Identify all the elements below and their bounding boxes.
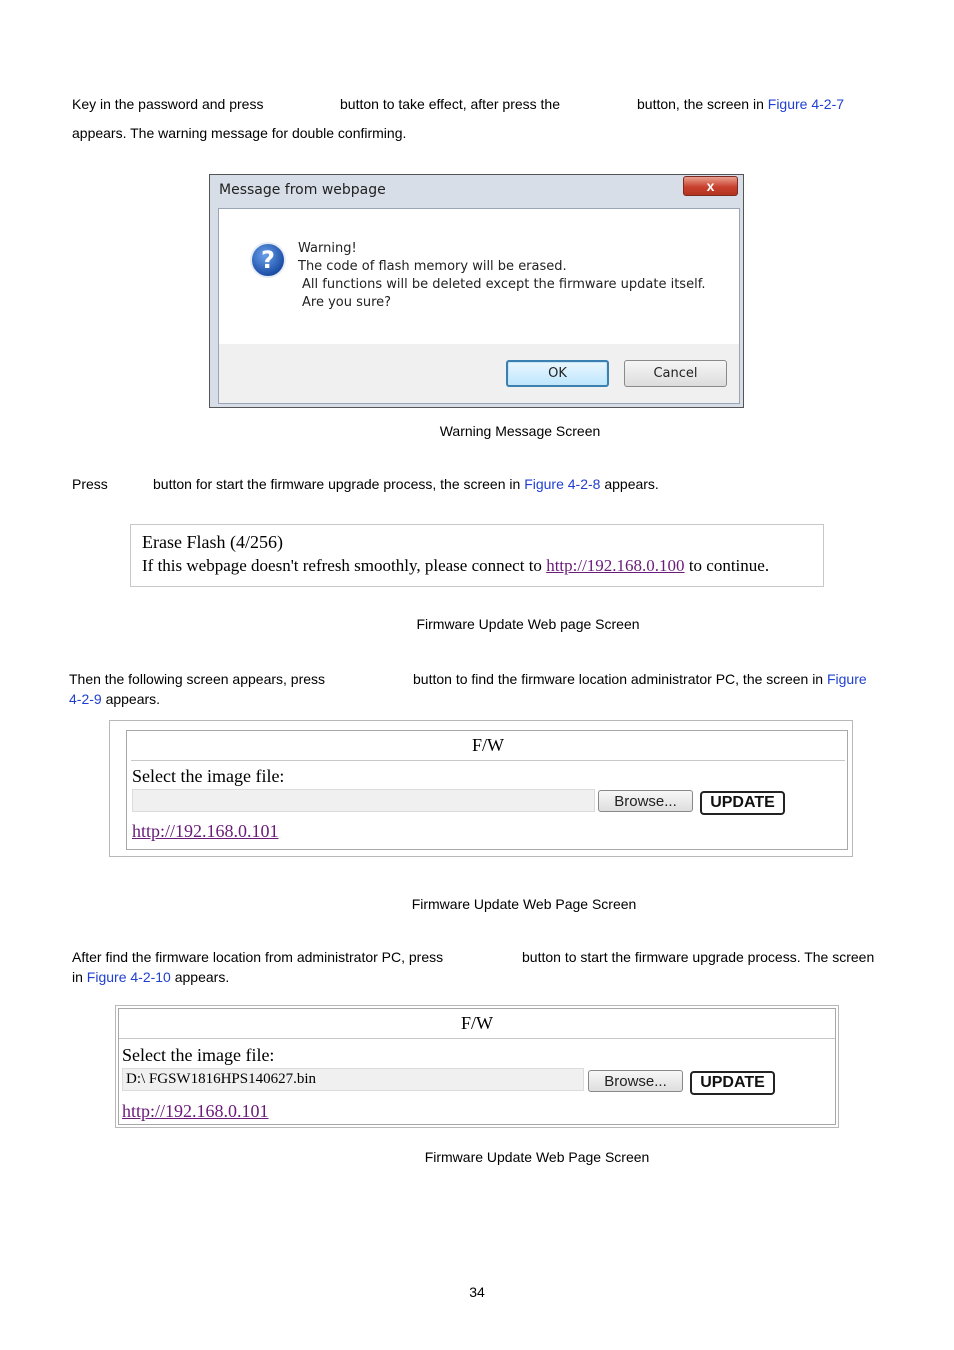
paragraph-1-line-1	[72, 94, 263, 114]
cancel-button[interactable]: Cancel	[624, 360, 727, 387]
reconnect-link[interactable]: http://192.168.0.100	[546, 556, 685, 575]
text: If this webpage doesn't refresh smoothly, please connect to	[142, 556, 542, 575]
fw-panel-1	[109, 720, 853, 857]
paragraph-3-segment-b	[413, 669, 867, 689]
select-file-label: Select the image file:	[132, 766, 285, 786]
close-icon[interactable]: x	[683, 176, 738, 196]
figure-link-4-2-10[interactable]: Figure 4-2-10	[86, 969, 171, 985]
fw-panel-title: F/W	[131, 731, 845, 761]
text: appears.	[604, 476, 659, 492]
text: Key in the password and press	[72, 96, 264, 112]
text: button, the screen in	[637, 96, 764, 112]
fw-panel-2	[115, 1005, 839, 1128]
question-icon: ?	[250, 242, 286, 278]
caption-fw-2: Firmware Update Web Page Screen	[424, 1149, 650, 1165]
erase-flash-hint	[142, 556, 769, 576]
paragraph-1-segment-b	[340, 94, 560, 114]
update-button[interactable]: UPDATE	[700, 791, 785, 815]
paragraph-3-line-2	[69, 689, 160, 709]
select-file-label: Select the image file:	[122, 1045, 275, 1065]
browse-button[interactable]: Browse...	[588, 1070, 683, 1092]
device-url-link[interactable]: http://192.168.0.101	[132, 821, 279, 841]
paragraph-1-line-2: appears. The warning message for double confirming.	[72, 125, 407, 141]
dialog-title: Message from webpage	[219, 182, 386, 198]
update-button[interactable]: UPDATE	[690, 1071, 775, 1095]
text: button to find the firmware location administrator PC, the screen in	[413, 671, 824, 687]
caption-fw-1: Firmware Update Web Page Screen	[411, 896, 637, 912]
paragraph-2-segment-a: Press	[72, 476, 108, 492]
text: to continue.	[688, 556, 770, 575]
figure-link-4-2-7[interactable]: Figure 4-2-7	[767, 96, 845, 112]
text: button to take effect, after press the	[340, 96, 560, 112]
paragraph-4-segment-a: After find the firmware location from administrator PC, press	[72, 949, 444, 965]
erase-flash-panel	[130, 524, 824, 587]
device-url-link[interactable]: http://192.168.0.101	[122, 1101, 269, 1121]
figure-link-4-2-8[interactable]: Figure 4-2-8	[524, 476, 601, 492]
dialog-message-line: All functions will be deleted except the firmware update itself.	[302, 277, 706, 292]
file-path-input[interactable]: D:\ FGSW1816HPS140627.bin	[122, 1068, 584, 1091]
figure-link-4-2-9[interactable]: Figure	[826, 671, 867, 687]
fw-panel-inner	[118, 1008, 836, 1125]
paragraph-2-segment-b	[153, 474, 659, 494]
text: appears.	[174, 969, 230, 985]
paragraph-3-segment-a: Then the following screen appears, press	[69, 671, 326, 687]
warning-dialog	[209, 174, 744, 408]
text: in	[72, 969, 83, 985]
browse-button[interactable]: Browse...	[598, 790, 693, 812]
page-number: 34	[469, 1284, 485, 1300]
caption-erase: Firmware Update Web page Screen	[416, 616, 640, 632]
paragraph-4-segment-b: button to start the firmware upgrade process. The screen	[522, 949, 875, 965]
ok-button[interactable]: OK	[506, 360, 609, 387]
fw-panel-title: F/W	[119, 1009, 835, 1039]
text: button for start the firmware upgrade process, the screen in	[153, 476, 521, 492]
dialog-body	[218, 208, 740, 404]
dialog-message-line: The code of flash memory will be erased.	[298, 259, 567, 274]
erase-flash-status: Erase Flash (4/256)	[142, 532, 283, 552]
paragraph-4-line-2	[72, 967, 229, 987]
text: appears.	[105, 691, 161, 707]
file-path-input[interactable]	[132, 789, 595, 812]
figure-link-4-2-9-cont[interactable]: 4-2-9	[69, 691, 102, 707]
dialog-message-line: Warning!	[298, 241, 357, 256]
dialog-message-line: Are you sure?	[302, 295, 392, 310]
paragraph-1-segment-c	[637, 94, 844, 114]
fw-panel-inner	[126, 730, 848, 850]
caption-warning: Warning Message Screen	[439, 423, 601, 439]
